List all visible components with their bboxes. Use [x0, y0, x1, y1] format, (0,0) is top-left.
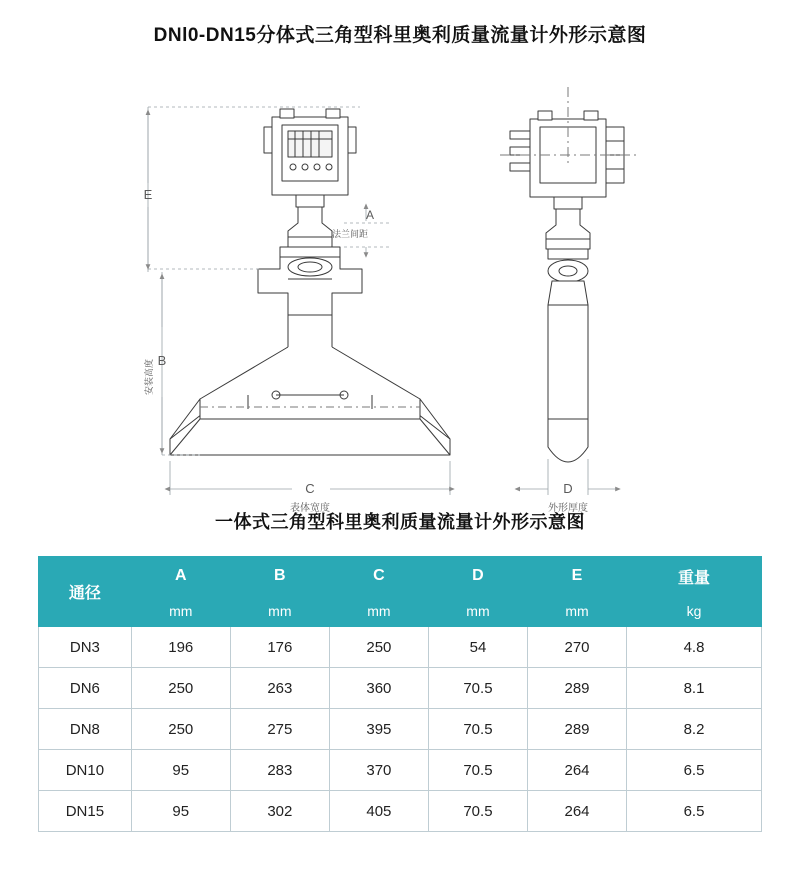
- cell-weight: 8.1: [627, 668, 762, 709]
- dim-note-a: 法兰间距: [332, 229, 369, 239]
- cell-weight: 6.5: [627, 791, 762, 832]
- table-row: [39, 668, 762, 709]
- cell-dn: DN3: [39, 627, 132, 668]
- dim-label-d: D: [563, 481, 573, 496]
- sub-title: 一体式三角型科里奥利质量流量计外形示意图: [215, 512, 585, 532]
- col-header-b: B: [230, 557, 329, 596]
- cell-d: 70.5: [428, 750, 527, 791]
- dim-label-b: B: [157, 353, 167, 368]
- cell-d: 70.5: [428, 791, 527, 832]
- unit-e: mm: [527, 596, 626, 627]
- dimension-labels: [143, 187, 588, 514]
- diagram-svg: [0, 47, 800, 514]
- table-row: [39, 791, 762, 832]
- unit-a: mm: [131, 596, 230, 627]
- table-units-row: [39, 596, 762, 627]
- cell-b: 283: [230, 750, 329, 791]
- cell-dn: DN6: [39, 668, 132, 709]
- cell-weight: 4.8: [627, 627, 762, 668]
- cell-weight: 6.5: [627, 750, 762, 791]
- table-body: [39, 627, 762, 832]
- col-header-c: C: [329, 557, 428, 596]
- cell-e: 270: [527, 627, 626, 668]
- unit-weight: kg: [627, 596, 762, 627]
- cell-d: 70.5: [428, 668, 527, 709]
- cell-c: 405: [329, 791, 428, 832]
- cell-b: 302: [230, 791, 329, 832]
- integrated-type-drawing: [500, 87, 640, 462]
- dim-note-b: 安装高度: [144, 358, 154, 396]
- cell-c: 370: [329, 750, 428, 791]
- unit-d: mm: [428, 596, 527, 627]
- unit-c: mm: [329, 596, 428, 627]
- cell-e: 264: [527, 791, 626, 832]
- table-row: [39, 750, 762, 791]
- cell-d: 70.5: [428, 709, 527, 750]
- col-header-e: E: [527, 557, 626, 596]
- cell-dn: DN10: [39, 750, 132, 791]
- col-header-d: D: [428, 557, 527, 596]
- col-header-weight: 重量: [627, 557, 762, 596]
- cell-a: 196: [131, 627, 230, 668]
- cell-b: 263: [230, 668, 329, 709]
- cell-e: 289: [527, 668, 626, 709]
- cell-c: 395: [329, 709, 428, 750]
- spec-table: [38, 556, 762, 832]
- cell-a: 95: [131, 791, 230, 832]
- spec-table-wrapper: [38, 556, 762, 832]
- page-title: DNl0-DN15分体式三角型科里奥利质量流量计外形示意图: [153, 25, 647, 46]
- cell-e: 289: [527, 709, 626, 750]
- cell-b: 275: [230, 709, 329, 750]
- cell-d: 54: [428, 627, 527, 668]
- table-head: [39, 557, 762, 627]
- table-header-row: [39, 557, 762, 596]
- dim-note-c: 表体宽度: [290, 503, 330, 514]
- cell-a: 250: [131, 668, 230, 709]
- dim-label-a: A: [365, 208, 375, 222]
- cell-dn: DN8: [39, 709, 132, 750]
- dim-note-d: 外形厚度: [548, 503, 588, 514]
- col-header-a: A: [131, 557, 230, 596]
- cell-weight: 8.2: [627, 709, 762, 750]
- dim-label-c: C: [305, 481, 315, 496]
- cell-c: 360: [329, 668, 428, 709]
- table-row: [39, 627, 762, 668]
- table-row: [39, 709, 762, 750]
- unit-b: mm: [230, 596, 329, 627]
- cell-c: 250: [329, 627, 428, 668]
- cell-b: 176: [230, 627, 329, 668]
- cell-e: 264: [527, 750, 626, 791]
- split-type-drawing: [170, 109, 450, 455]
- product-diagram: [0, 47, 800, 514]
- cell-a: 250: [131, 709, 230, 750]
- cell-dn: DN15: [39, 791, 132, 832]
- col-header-dn: 通径: [39, 557, 132, 627]
- cell-a: 95: [131, 750, 230, 791]
- dim-label-e: E: [143, 187, 153, 202]
